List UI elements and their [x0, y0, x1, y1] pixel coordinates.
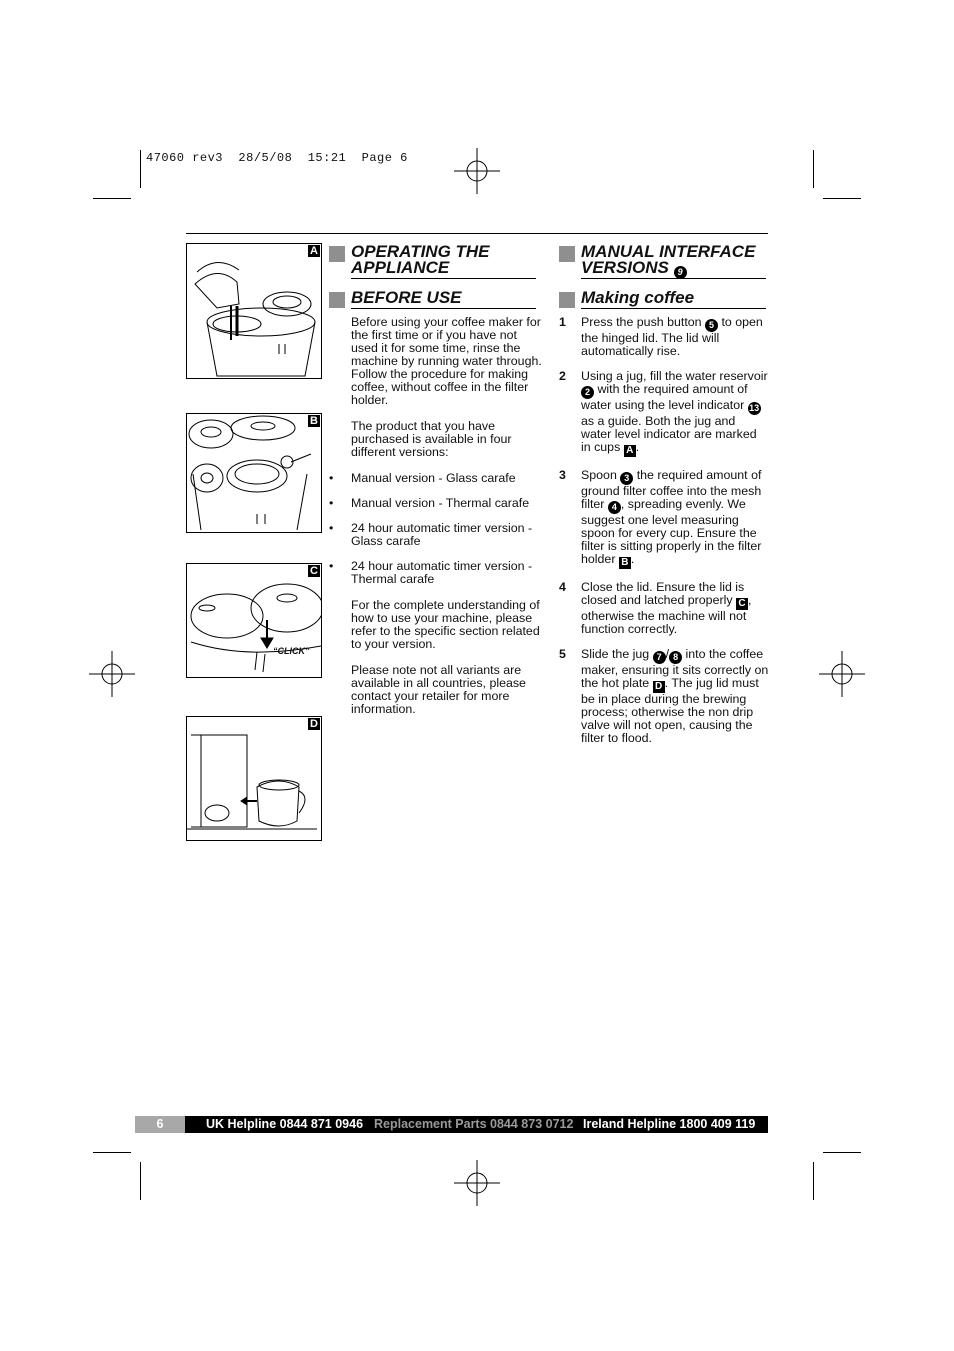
figure-ref-icon: C — [736, 598, 748, 610]
heading-square-icon — [329, 246, 345, 262]
figure-label: C — [308, 565, 320, 577]
list-item: • 24 hour automatic timer version - Thermal carafe — [329, 559, 533, 586]
page-number: 6 — [135, 1116, 185, 1133]
crop-mark — [823, 198, 861, 199]
paragraph: Before using your coffee maker for the first time or if you have not used it for some time, rinse the machine by running water through. Follow the procedure for making coffee, without coffee in the filter holder. — [351, 315, 542, 407]
ref-number-icon: 9 — [674, 266, 687, 279]
heading-line: VERSIONS — [581, 258, 669, 277]
ref-number-icon: 4 — [608, 501, 621, 514]
heading-text: BEFORE USE — [351, 288, 462, 307]
bullet-icon: • — [329, 521, 334, 535]
ref-number-icon: 8 — [669, 651, 682, 664]
step-text: Spoon — [581, 468, 621, 482]
heading-underline — [581, 278, 766, 279]
replacement-parts: Replacement Parts 0844 873 0712 — [374, 1117, 574, 1131]
uk-helpline: UK Helpline 0844 871 0946 — [206, 1117, 364, 1131]
figure-ref-icon: D — [653, 681, 665, 693]
figure-c-illustration — [187, 564, 321, 677]
figure-ref-icon: A — [624, 445, 636, 457]
section-heading-operating — [329, 244, 536, 280]
crop-mark — [140, 150, 141, 188]
heading-square-icon — [329, 292, 345, 308]
registration-mark-icon — [89, 651, 135, 697]
step-item — [559, 469, 769, 569]
section-heading-manual-interface — [559, 244, 769, 280]
step-text: Slide the jug — [581, 647, 653, 661]
heading-square-icon — [559, 246, 575, 262]
figure-c — [186, 563, 322, 678]
print-slug: 47060 rev3 28/5/08 15:21 Page 6 — [146, 151, 408, 165]
step-text: as a guide. Both the jug and water level indicator are marked in cups — [581, 414, 757, 454]
ref-number-icon: 5 — [705, 319, 718, 332]
heading-line: APPLIANCE — [351, 258, 450, 277]
step-number: 3 — [559, 468, 566, 482]
crop-mark — [813, 1162, 814, 1200]
crop-mark — [140, 1162, 141, 1200]
step-number: 5 — [559, 647, 566, 661]
ref-number-icon: 7 — [653, 651, 666, 664]
section-heading-before-use — [329, 290, 536, 310]
step-text: to open the hinged lid. The lid will automatically rise. — [581, 315, 763, 358]
step-number: 2 — [559, 369, 566, 383]
figure-label: A — [308, 245, 320, 257]
top-rule — [186, 233, 768, 234]
step-text: Close the lid. Ensure the lid is closed and latched properly — [581, 580, 745, 607]
ref-number-icon: 13 — [749, 403, 760, 413]
heading-underline — [351, 308, 536, 309]
figure-d — [186, 716, 322, 841]
figure-b — [186, 413, 322, 533]
figure-ref-icon: B — [619, 557, 631, 569]
step-text: , otherwise the machine will not function correctly. — [581, 593, 752, 636]
step-item — [559, 581, 769, 636]
registration-mark-icon — [819, 651, 865, 697]
list-item: • Manual version - Thermal carafe — [329, 496, 530, 510]
figure-a-illustration — [187, 244, 321, 378]
step-text: Press the push button — [581, 315, 705, 329]
figure-a — [186, 243, 322, 379]
paragraph: The product that you have purchased is available in four different versions: — [351, 419, 512, 459]
making-coffee-steps — [559, 316, 769, 757]
bullet-icon: • — [329, 471, 334, 485]
ref-number-icon: 2 — [581, 386, 594, 399]
heading-square-icon — [559, 292, 575, 308]
click-annotation: “CLICK” — [273, 646, 310, 656]
ref-number-icon: 3 — [620, 472, 633, 485]
step-number: 4 — [559, 580, 566, 594]
step-item — [559, 316, 769, 358]
paragraph: Please note not all variants are available in all countries, please contact your retailer for more information. — [351, 663, 526, 716]
step-item — [559, 648, 769, 745]
crop-mark — [823, 1152, 861, 1153]
section-heading-making-coffee — [559, 290, 769, 310]
heading-underline — [351, 278, 536, 279]
step-item — [559, 370, 769, 457]
registration-mark-icon — [454, 1160, 500, 1206]
ireland-helpline: Ireland Helpline 1800 409 119 — [583, 1117, 756, 1131]
registration-mark-icon — [454, 148, 500, 194]
step-text: with the required amount of water using the level indicator — [581, 382, 748, 412]
list-item: • Manual version - Glass carafe — [329, 471, 516, 485]
step-text: . — [635, 440, 640, 454]
footer-helpline-bar — [135, 1116, 768, 1133]
heading-underline — [581, 308, 766, 309]
crop-mark — [813, 150, 814, 188]
crop-mark — [93, 1152, 131, 1153]
step-text: , spreading evenly. We suggest one level measuring spoon for every cup. Ensure the filter is sitting properly in the filter holder — [581, 497, 762, 566]
heading-line: MANUAL INTERFACE — [581, 242, 756, 261]
step-text: Using a jug, fill the water reservoir — [581, 369, 768, 383]
paragraph: For the complete understanding of how to use your machine, please refer to the specific section related to your version. — [351, 598, 540, 651]
figure-label: D — [308, 718, 320, 730]
bullet-icon: • — [329, 496, 334, 510]
heading-text: Making coffee — [581, 288, 695, 307]
step-text: the required amount of ground filter coffee into the mesh filter — [581, 468, 762, 511]
step-text: . — [630, 552, 635, 566]
bullet-icon: • — [329, 559, 334, 573]
step-text: / — [665, 647, 670, 661]
crop-mark — [93, 198, 131, 199]
list-item: • 24 hour automatic timer version - Glass carafe — [329, 521, 533, 548]
before-use-text — [329, 316, 543, 729]
figure-b-illustration — [187, 414, 321, 532]
step-text: . The jug lid must be in place during the brewing process; otherwise the non drip valve will not open, causing the filter to flood. — [581, 676, 759, 745]
step-text: into the coffee maker, ensuring it sits correctly on the hot plate — [581, 647, 769, 690]
step-number: 1 — [559, 315, 566, 329]
figure-d-illustration — [187, 717, 321, 840]
figure-label: B — [308, 415, 320, 427]
heading-line: OPERATING THE — [351, 242, 490, 261]
